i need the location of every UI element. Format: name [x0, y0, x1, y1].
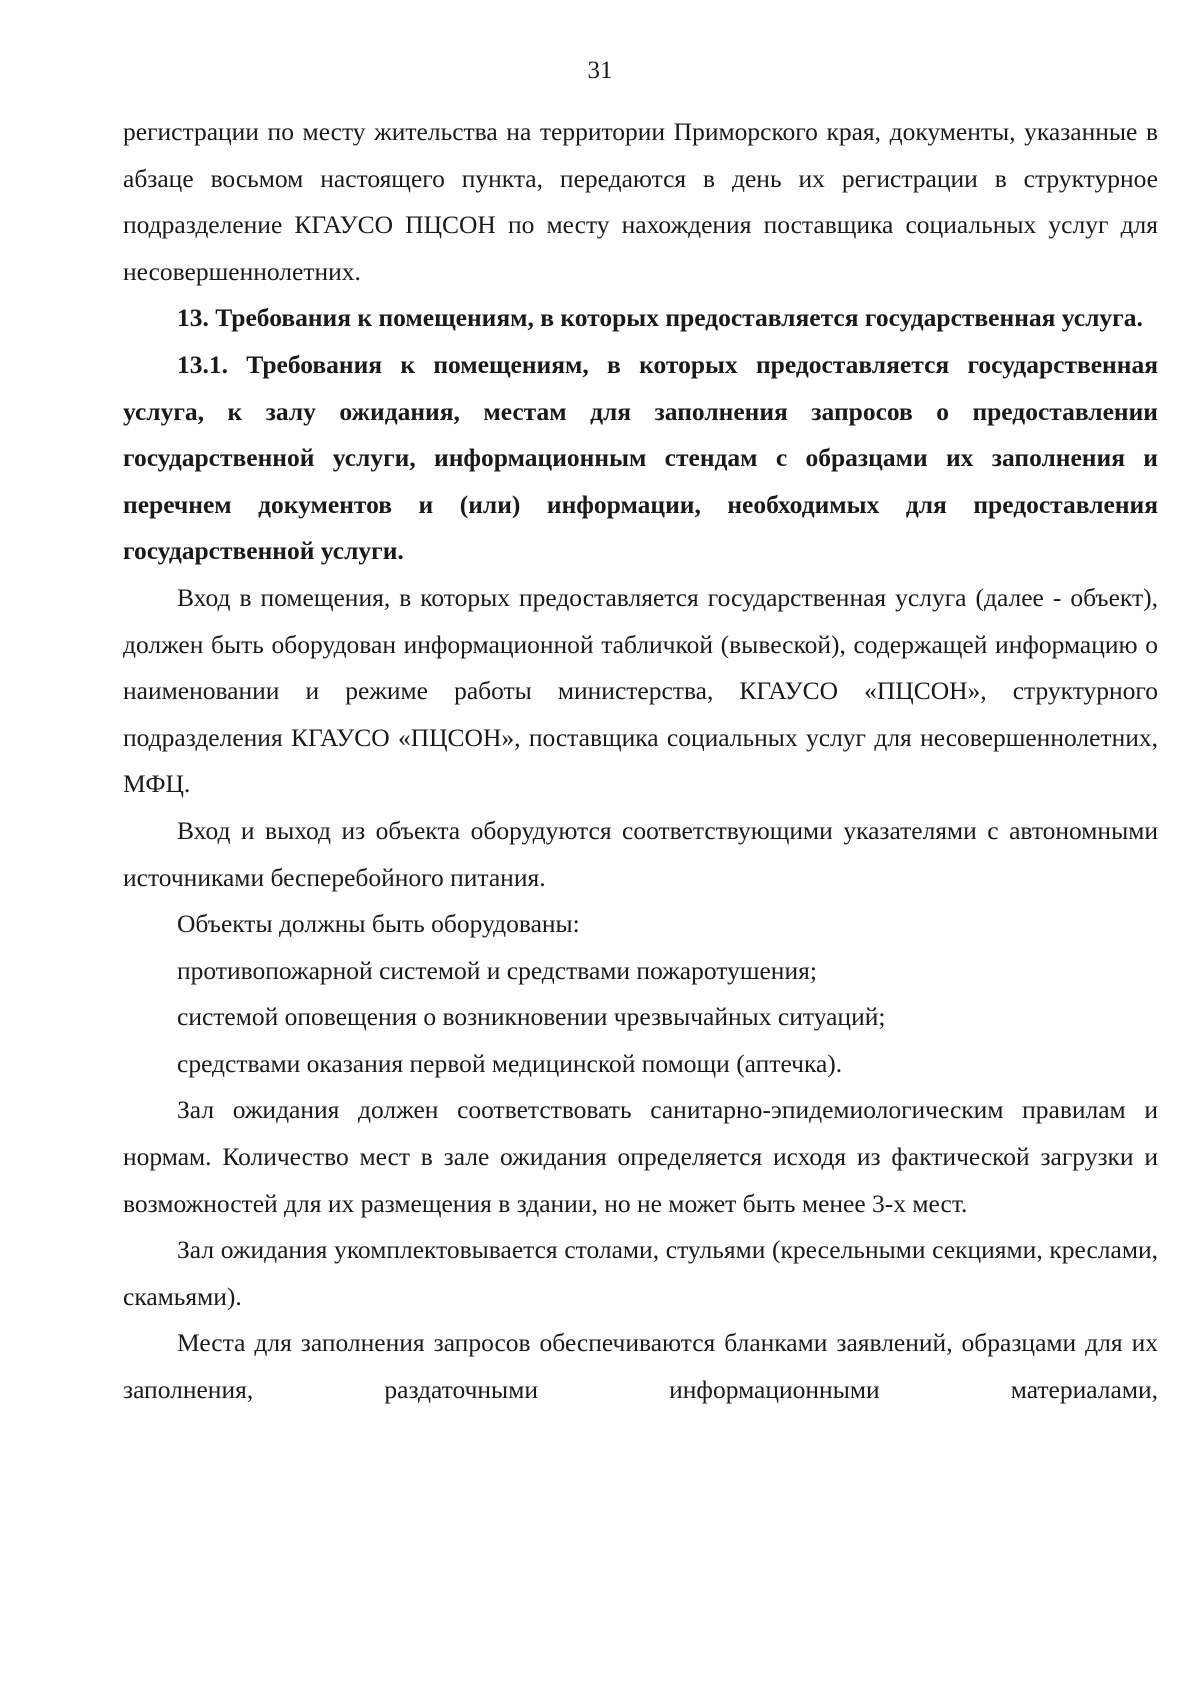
- paragraph-waiting-hall-furniture: Зал ожидания укомплектовывается столами, стульями (кресельными секциями, креслами, скамьями).: [123, 1235, 1158, 1311]
- heading-section-13: 13. Требования к помещениям, в которых предоставляется государственная услуга.: [177, 303, 1143, 333]
- document-body: [123, 109, 1158, 1414]
- list-item-emergency-notification: системой оповещения о возникновении чрезвычайных ситуаций;: [177, 1002, 886, 1032]
- paragraph-objects-equipment-intro: Объекты должны быть оборудованы:: [177, 909, 580, 939]
- list-item-first-aid: средствами оказания первой медицинской помощи (аптечка).: [177, 1048, 843, 1078]
- heading-section-13-1: 13.1. Требования к помещениям, в которых предоставляется государственная услуга, к залу ожидания, местам для заполнения запросов о предоставлении государственной услуги, информационным стендам с образцами их заполнения и перечнем документов и (или) информации, необходимых для предоставления государственной услуги.: [123, 349, 1158, 566]
- list-item-fire-system: противопожарной системой и средствами пожаротушения;: [177, 955, 817, 985]
- paragraph-registration-continuation: регистрации по месту жительства на территории Приморского края, документы, указанные в абзаце восьмом настоящего пункта, передаются в день их регистрации в структурное подразделение КГАУСО ПЦСОН по месту нахождения поставщика социальных услуг для несовершеннолетних.: [123, 117, 1158, 286]
- paragraph-entrance-signage: Вход в помещения, в которых предоставляется государственная услуга (далее - объект), должен быть оборудован информационной табличкой (вывеской), содержащей информацию о наименовании и режиме работы министерства, КГАУСО «ПЦСОН», структурного подразделения КГАУСО «ПЦСОН», поставщика социальных услуг для несовершеннолетних, МФЦ.: [123, 582, 1158, 799]
- paragraph-request-filling-places: Места для заполнения запросов обеспечиваются бланками заявлений, образцами для их заполнения, раздаточными информационными материалами,: [123, 1328, 1158, 1405]
- paragraph-entrance-exit-indicators: Вход и выход из объекта оборудуются соответствующими указателями с автономными источниками бесперебойного питания.: [123, 815, 1158, 892]
- paragraph-waiting-hall-norms: Зал ожидания должен соответствовать санитарно-эпидемиологическим правилам и нормам. Количество мест в зале ожидания определяется исходя из фактической загрузки и возможностей для их размещения в здании, но не может быть менее 3-х мест.: [123, 1095, 1158, 1218]
- page-number: 31: [587, 57, 613, 84]
